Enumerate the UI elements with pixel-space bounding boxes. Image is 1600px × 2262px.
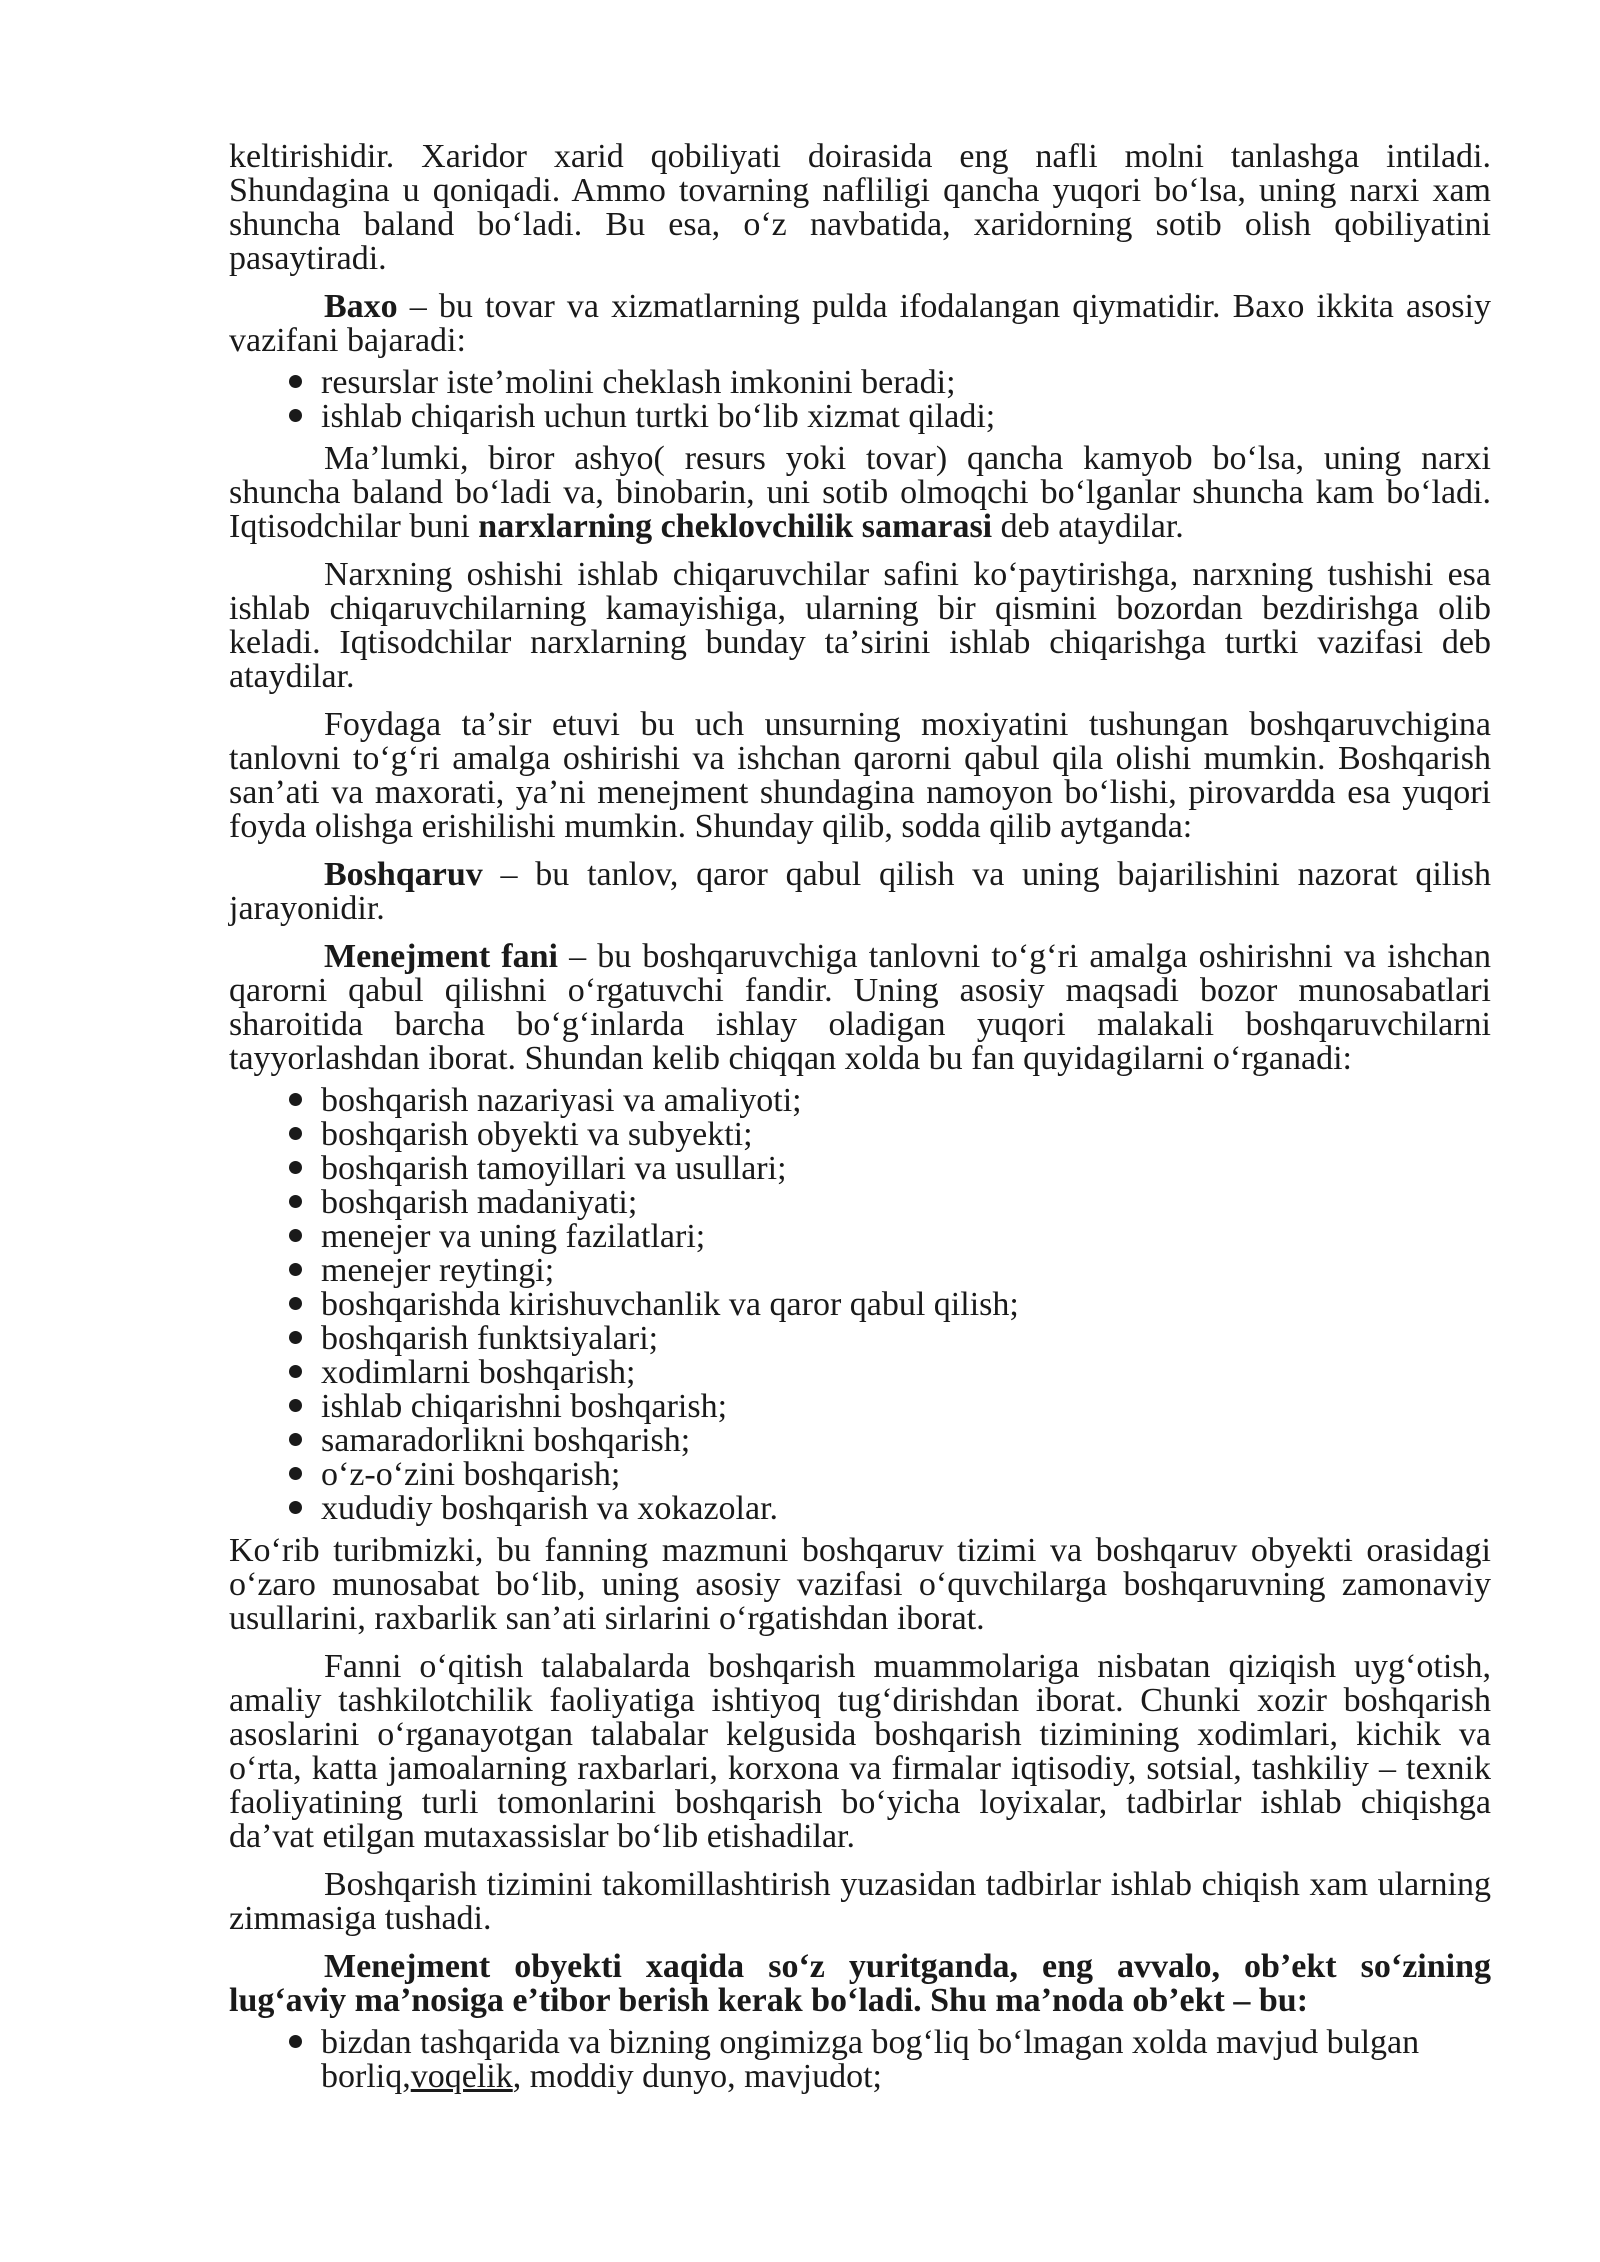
- bullet-list: [229, 2026, 1491, 2094]
- list-item: [321, 1322, 1491, 1356]
- list-item-text: menejer reytingi;: [321, 1252, 555, 1289]
- list-item: [321, 1118, 1491, 1152]
- list-item: [321, 1254, 1491, 1288]
- bullet-icon: [289, 1501, 302, 1514]
- bullet-icon: [289, 1365, 302, 1378]
- bold-text: Menejment obyekti xaqida soʻz yuritganda, eng avvalo, obʼekt soʻzining lugʻaviy maʼnosiga eʼtibor berish kerak boʻladi. Shu maʼnoda obʼekt – bu:: [229, 1948, 1491, 2019]
- list-item: [321, 1152, 1491, 1186]
- list-item: [321, 2026, 1491, 2094]
- list-item: [321, 1458, 1491, 1492]
- paragraph: Narxning oshishi ishlab chiqaruvchilar safini koʻpaytirishga, narxning tushishi esa ishlab chiqaruvchilarning kamayishiga, ularning bir qismini bozordan bezdirishga olib keladi. Iqtisodchilar narxlarning bunday taʼsirini ishlab chiqarishga turtki vazifasi deb ataydilar.: [229, 556, 1491, 695]
- list-item-text: resurslar isteʼmolini cheklash imkonini beradi;: [321, 364, 956, 401]
- list-item-text: ishlab chiqarishni boshqarish;: [321, 1388, 728, 1425]
- underlined-text: voqelik: [410, 2058, 513, 2095]
- list-item-text: xodimlarni boshqarish;: [321, 1354, 636, 1391]
- list-item: [321, 400, 1491, 434]
- list-item-text: boshqarish madaniyati;: [321, 1184, 638, 1221]
- paragraph: keltirishidir. Xaridor xarid qobiliyati doirasida eng nafli molni tanlashga intiladi. Shundagina u qoniqadi. Ammo tovarning nafliligi qancha yuqori boʻlsa, uning narxi xam shuncha baland boʻladi. Bu esa, oʻz navbatida, xaridorning sotib olish qobiliyatini pasaytiradi.: [229, 138, 1491, 277]
- paragraph: Foydaga taʼsir etuvi bu uch unsurning moxiyatini tushungan boshqaruvchigina tanlovni toʻgʻri amalga oshirishi va ishchan qarorni qabul qila olishi mumkin. Boshqarish sanʼati va maxorati, yaʼni menejment shundagina namoyon boʻlishi, pirovardda esa yuqori foyda olishga erishilishi mumkin. Shunday qilib, sodda qilib aytganda:: [229, 706, 1491, 845]
- list-item-text: boshqarish nazariyasi va amaliyoti;: [321, 1082, 802, 1119]
- paragraph-text: deb ataydilar.: [992, 508, 1184, 545]
- bullet-icon: [289, 1331, 302, 1344]
- list-item: [321, 1356, 1491, 1390]
- list-item: [321, 1186, 1491, 1220]
- bold-paragraph: [229, 1950, 1491, 2018]
- term-baxo: Baxo: [324, 288, 398, 325]
- bullet-icon: [289, 375, 302, 388]
- bold-term: narxlarning cheklovchilik samarasi: [478, 508, 993, 545]
- paragraph: [229, 442, 1491, 544]
- term-menejment-fani: Menejment fani: [324, 938, 558, 975]
- list-item: [321, 1492, 1491, 1526]
- list-item: [321, 1390, 1491, 1424]
- bullet-icon: [289, 1161, 302, 1174]
- paragraph: Boshqarish tizimini takomillashtirish yuzasidan tadbirlar ishlab chiqish xam ularning zimmasiga tushadi.: [229, 1866, 1491, 1937]
- list-item: [321, 366, 1491, 400]
- definition-text: – bu tovar va xizmatlarning pulda ifodalangan qiymatidir. Baxo ikkita asosiy vazifani bajaradi:: [229, 288, 1491, 359]
- bullet-icon: [289, 1263, 302, 1276]
- bullet-list: [229, 1084, 1491, 1526]
- bullet-icon: [289, 1433, 302, 1446]
- list-item: [321, 1084, 1491, 1118]
- bullet-icon: [289, 1297, 302, 1310]
- list-item-text: oʻz-oʻzini boshqarish;: [321, 1456, 621, 1493]
- list-item-text: boshqarishda kirishuvchanlik va qaror qabul qilish;: [321, 1286, 1019, 1323]
- list-item-text: samaradorlikni boshqarish;: [321, 1422, 691, 1459]
- bullet-list: [229, 366, 1491, 434]
- definition-paragraph: [229, 290, 1491, 358]
- list-item: [321, 1220, 1491, 1254]
- definition-paragraph: [229, 858, 1491, 926]
- definition-text: – bu tanlov, qaror qabul qilish va uning bajarilishini nazorat qilish jarayonidir.: [229, 856, 1491, 927]
- definition-text: – bu boshqaruvchiga tanlovni toʻgʻri amalga oshirishni va ishchan qarorni qabul qilishni oʻrgatuvchi fandir. Uning asosiy maqsadi bozor munosabatlari sharoitida barcha boʻgʻinlarda ishlay oladigan yuqori malakali boshqaruvchilarni tayyorlashdan iborat. Shundan kelib chiqqan xolda bu fan quyidagilarni oʻrganadi:: [229, 938, 1491, 1077]
- list-item-text: , moddiy dunyo, mavjudot;: [512, 2058, 882, 2095]
- list-item-text: boshqarish funktsiyalari;: [321, 1320, 659, 1357]
- bullet-icon: [289, 1399, 302, 1412]
- bullet-icon: [289, 1093, 302, 1106]
- document-page: [229, 140, 1491, 2094]
- list-item-text: bizdan tashqarida va bizning ongimizga bogʻliq boʻlmagan xolda mavjud bulgan borliq,: [321, 2024, 1420, 2095]
- list-item-text: xududiy boshqarish va xokazolar.: [321, 1490, 779, 1527]
- paragraph: Fanni oʻqitish talabalarda boshqarish muammolariga nisbatan qiziqish uygʻotish, amaliy tashkilotchilik faoliyatiga ishtiyoq tugʻdirishdan iborat. Chunki xozir boshqarish asoslarini oʻrganayotgan talabalar kelgusida boshqarish tizimining xodimlari, kichik va oʻrta, katta jamoalarning raxbarlari, korxona va firmalar iqtisodiy, sotsial, tashkiliy – texnik faoliyatining turli tomonlarini boshqarish boʻyicha loyixalar, tadbirlar ishlab chiqishga daʼvat etilgan mutaxassislar boʻlib etishadilar.: [229, 1648, 1491, 1855]
- bullet-icon: [289, 2035, 302, 2048]
- bullet-icon: [289, 1195, 302, 1208]
- list-item-text: menejer va uning fazilatlari;: [321, 1218, 706, 1255]
- bullet-icon: [289, 409, 302, 422]
- bullet-icon: [289, 1467, 302, 1480]
- paragraph: Koʻrib turibmizki, bu fanning mazmuni boshqaruv tizimi va boshqaruv obyekti orasidagi oʻzaro munosabat boʻlib, uning asosiy vazifasi oʻquvchilarga boshqaruvning zamonaviy usullarini, raxbarlik sanʼati sirlarini oʻrgatishdan iborat.: [229, 1532, 1491, 1637]
- list-item-text: ishlab chiqarish uchun turtki boʻlib xizmat qiladi;: [321, 398, 996, 435]
- paragraph-text: Maʼlumki, biror ashyo( resurs yoki tovar) qancha kamyob boʻlsa, uning narxi shuncha baland boʻladi va, binobarin, uni sotib olmoqchi boʻlganlar shuncha kam boʻladi. Iqtisodchilar buni: [229, 440, 1491, 545]
- list-item-text: boshqarish obyekti va subyekti;: [321, 1116, 753, 1153]
- list-item-text: boshqarish tamoyillari va usullari;: [321, 1150, 787, 1187]
- list-item: [321, 1424, 1491, 1458]
- term-boshqaruv: Boshqaruv: [324, 856, 483, 893]
- definition-paragraph: [229, 940, 1491, 1076]
- bullet-icon: [289, 1229, 302, 1242]
- bullet-icon: [289, 1127, 302, 1140]
- list-item: [321, 1288, 1491, 1322]
